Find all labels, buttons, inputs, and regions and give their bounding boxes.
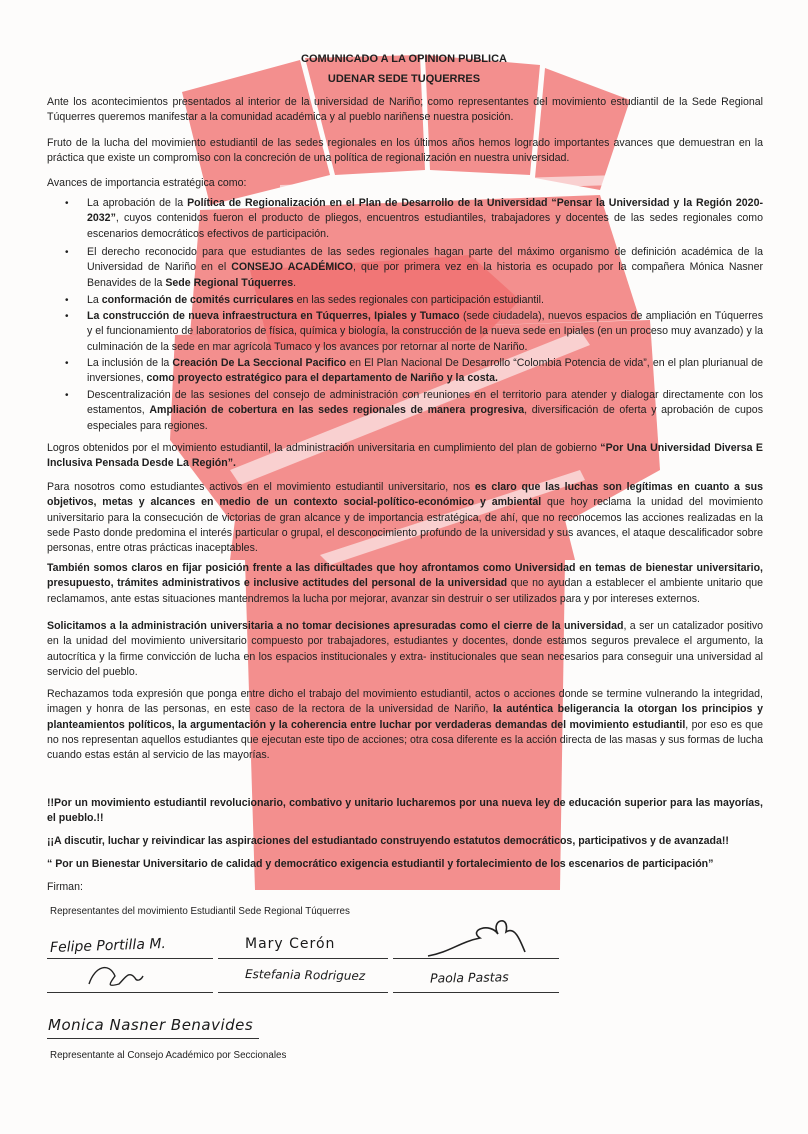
slogan-2: ¡¡A discutir, luchar y reivindicar las aspiraciones del estudiantado construyendo estatutos democráticos, participativos y de avanzada!! — [47, 835, 729, 847]
list-item: • La aprobación de la Política de Regionalización en el Plan de Desarrollo de la Universidad “Pensar la Universidad y la Región 2020-2032”, cuyos contenidos fueron el producto de pliegos, encuentros estudiantiles, trabajadores y docentes de las sedes regionales como escenarios democráticos efectivos de participación. — [87, 196, 763, 242]
position-paragraph: También somos claros en fijar posición frente a las dificultades que hoy afrontamos como Universidad en temas de bienestar universitario, presupuesto, trámites administrativos e inclusive actitudes del personal de la universidad que no ayudan a establecer el ambiente unitario que reclamamos, ante estas situaciones mantendremos la lucha por mejorar, avanzar sin destruir o ser utilizados para y por intereses externos. — [47, 562, 763, 605]
signature-line — [218, 992, 388, 993]
slogan-3: “ Por un Bienestar Universitario de calidad y democrático exigencia estudiantil y fortalecimiento de los escenarios de participación” — [47, 858, 714, 870]
list-item: • La construcción de nueva infraestructura en Túquerres, Ipiales y Tumaco (sede ciudadela), nuevos espacios de ampliación en Túquerres y el funcionamiento de laboratorios de física, química y biología, la construcción de la nueva sede en Ipiales (en un proceso muy avanzado) y la culminación de la sede en mar agrícola Tumaco y los avances por retornar al norte de Nariño. — [87, 309, 763, 355]
list-item: • Descentralización de las sesiones del consejo de administración con reuniones en el territorio para atender y dialogar directamente con los estamentos, Ampliación de cobertura en las sedes regionales de manera progresiva, diversificación de oferta y aprobación de cupos especiales para regiones. — [87, 388, 763, 434]
avances-intro: Avances de importancia estratégica como: — [47, 177, 247, 189]
intro-paragraph: Ante los acontecimientos presentados al interior de la universidad de Nariño; como representantes del movimiento estudiantil de la Sede Regional Túquerres queremos manifestar a la comunidad académica y al pueblo nariñense nuestra posición. — [47, 96, 763, 124]
fruto-paragraph: Fruto de la lucha del movimiento estudiantil de las sedes regionales en los últimos años hemos logrado importantes avances que demuestran en la práctica que existe un compromiso con la concreción de una política de regionalización en nuestra universidad. — [47, 137, 763, 165]
signature-scribble-stroke — [85, 958, 145, 992]
signature-line — [47, 1038, 259, 1039]
firman-label: Firman: — [47, 881, 83, 893]
signature-monica-nasner: Monica Nasner Benavides — [48, 1016, 254, 1034]
legitimacy-paragraph: Para nosotros como estudiantes activos en el movimiento estudiantil universitario, nos es claro que las luchas son legítimas en cuanto a sus objetivos, metas y alcances en medio de un contexto social-político-económico y ambiental que hoy reclama la unidad del movimiento universitario para la consecución de victorias de gran alcance y de importancia estratégica, de ahí, que no reconocemos las acciones realizadas en la sede Pasto donde predomina el interés particular o grupal, el desconocimiento profundo de la universidad y sus avances, el ataque descalificador sobre personas, entre otras prácticas inaceptables. — [47, 481, 763, 555]
signature-estefania-rodriguez: Estefania Rodriguez — [244, 966, 366, 984]
list-item: • La conformación de comités curriculares en las sedes regionales con participación estudiantil. — [87, 293, 763, 308]
signature-felipe-portilla: Felipe Portilla M. — [49, 935, 167, 957]
signatories-caption: Representantes del movimiento Estudiantil Sede Regional Túquerres — [50, 906, 350, 917]
signature-mary-ceron: Mary Cerón — [245, 936, 336, 952]
document-title: COMUNICADO A LA OPINION PUBLICA — [301, 53, 507, 65]
slogan-1: !!Por un movimiento estudiantil revolucionario, combativo y unitario lucharemos por una nueva ley de educación superior para las mayorías, el pueblo.!! — [47, 797, 763, 825]
list-item: • El derecho reconocido para que estudiantes de las sedes regionales hagan parte del máximo organismo de definición académica de la Universidad de Nariño en el CONSEJO ACADÉMICO, que por primera vez en la historia es ocupado por la compañera Mónica Nasner Benavides de la Sede Regional Túquerres. — [87, 245, 763, 291]
rejection-paragraph: Rechazamos toda expresión que ponga entre dicho el trabajo del movimiento estudiantil, actos o acciones donde se termine vulnerando la integridad, imagen y honra de las personas, en este caso de la rectora de la universidad de Nariño, la auténtica beligerancia la otorgan los principios y planteamientos políticos, la argumentación y la coherencia entre luchar por verdaderas demandas del movimiento estudiantil, por eso es que no nos representan aquellos estudiantes que ejecutan este tipo de acciones; otra cosa diferente es la acción directa de las masas y sus formas de lucha cuando estas están al servicio de las mayorías. — [47, 688, 763, 762]
logros-paragraph: Logros obtenidos por el movimiento estudiantil, la administración universitaria en cumplimiento del plan de gobierno “Por Una Universidad Diversa E Inclusiva Pensada Desde La Región”. — [47, 442, 764, 470]
signature-scribble-stroke — [420, 912, 530, 962]
signature-line — [393, 992, 559, 993]
consejo-caption: Representante al Consejo Académico por Seccionales — [50, 1050, 287, 1061]
signature-paola-pastas: Paola Pastas — [429, 969, 509, 986]
signature-line — [47, 992, 213, 993]
signature-line — [218, 958, 388, 959]
document-subtitle: UDENAR SEDE TUQUERRES — [327, 73, 481, 85]
list-item: • La inclusión de la Creación De La Seccional Pacifico en El Plan Nacional De Desarrollo “Colombia Potencia de vida”, en el plan plurianual de inversiones, como proyecto estratégico para el departamento de Nariño y la costa. — [87, 356, 763, 387]
request-paragraph: Solicitamos a la administración universitaria a no tomar decisiones apresuradas como el cierre de la universidad, a ser un catalizador positivo en la unidad del movimiento universitario compuesto por trabajadores, estudiantes y docentes, donde estamos seguros prevalece el argumento, la autocrítica y la firme convicción de lucha en los espacios institucionales y extra- institucionales que sean necesarios para conseguir una universidad al servicio del pueblo. — [47, 620, 764, 678]
